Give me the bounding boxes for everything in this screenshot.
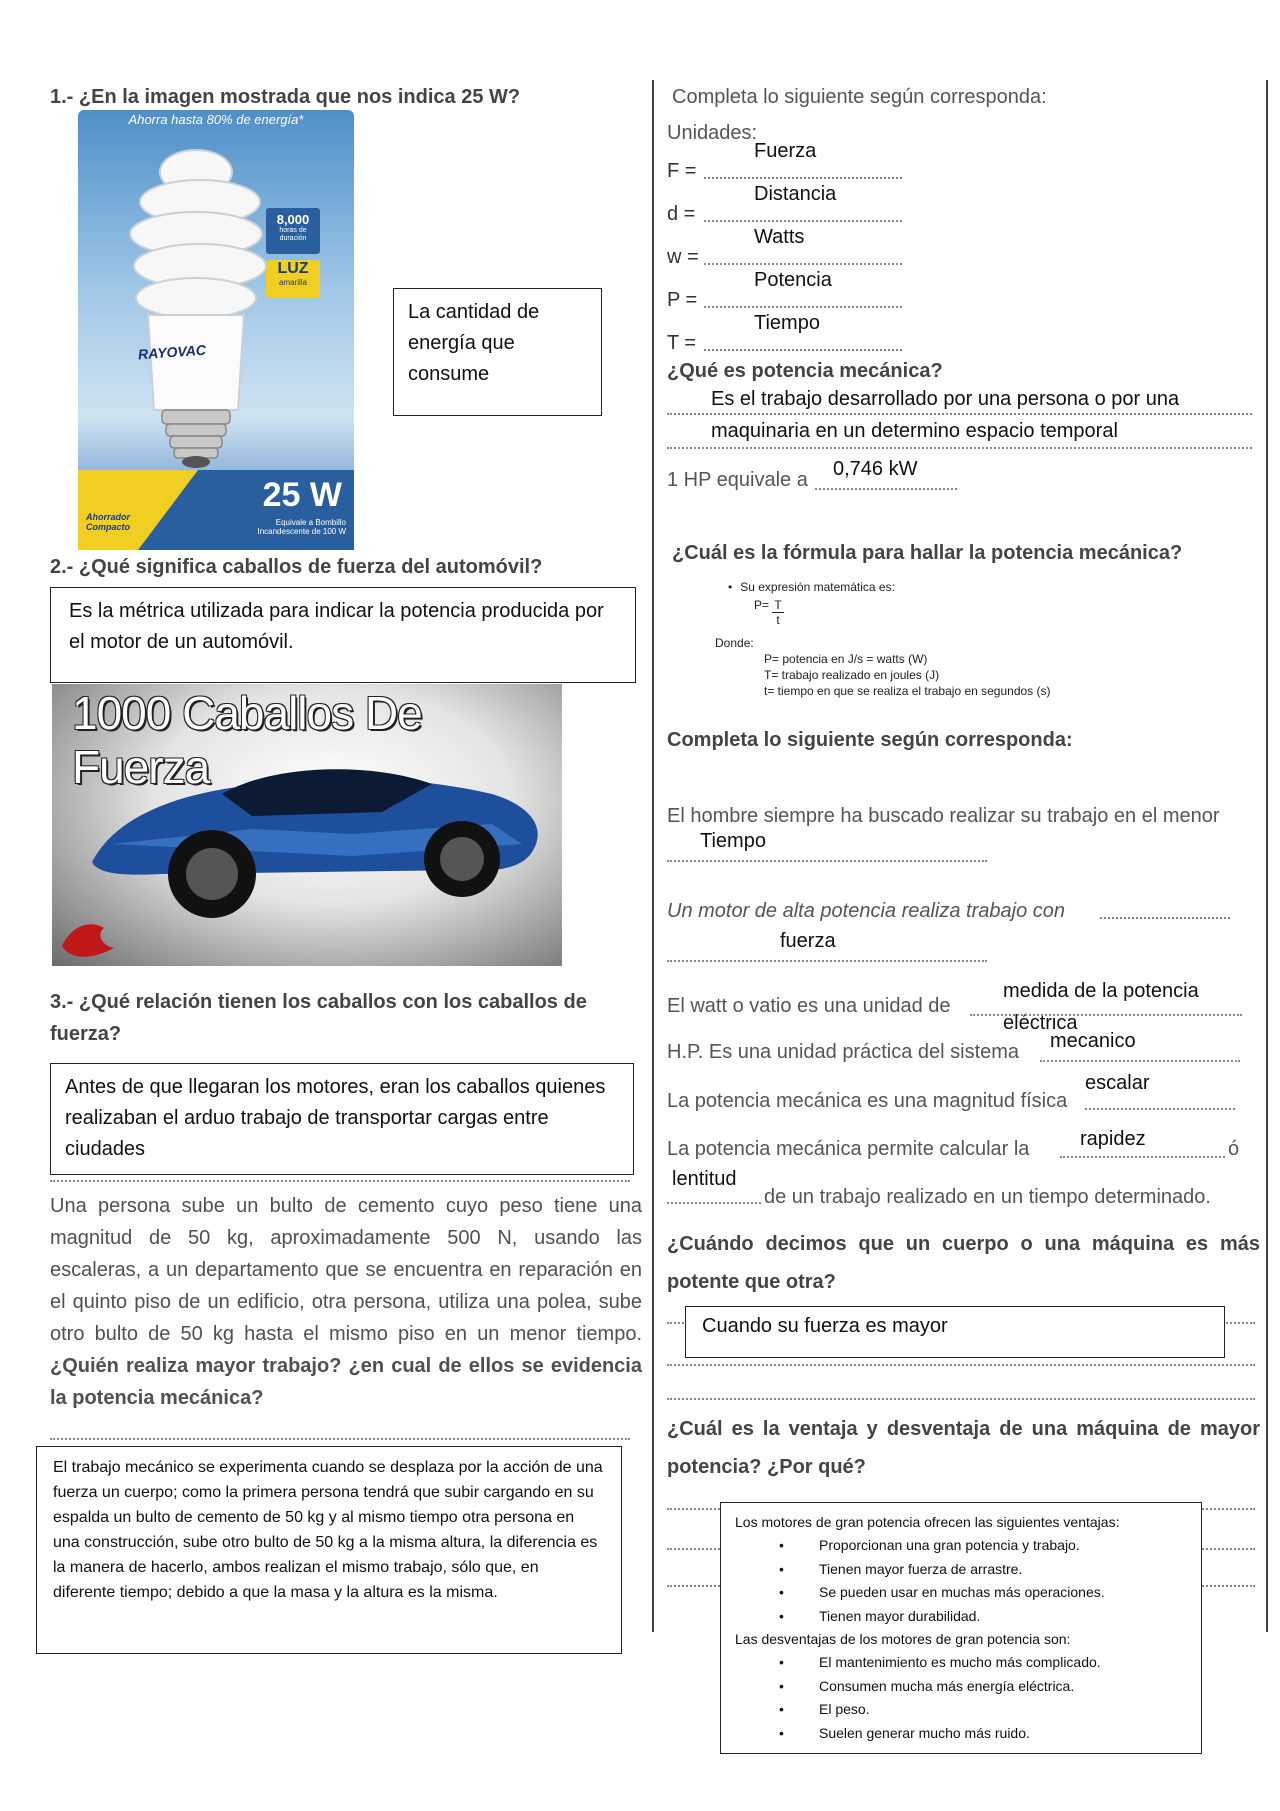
sentence-4: H.P. Es una unidad práctica del sistema bbox=[667, 1041, 1020, 1063]
unit-symbol: P = bbox=[667, 289, 698, 311]
sentence-2-dotted-a bbox=[1100, 917, 1230, 919]
sentence-5: La potencia mecánica es una magnitud física bbox=[667, 1090, 1068, 1112]
answer-3-dotted-line bbox=[50, 1180, 630, 1182]
answer-box-ventaja bbox=[720, 1502, 1202, 1754]
question-potencia: ¿Qué es potencia mecánica? bbox=[667, 360, 943, 382]
unit-answer: Tiempo bbox=[754, 312, 820, 334]
unit-symbol: d = bbox=[667, 203, 696, 225]
sentence-5-dotted bbox=[1085, 1108, 1235, 1110]
bulb-type-label: Ahorrador Compacto bbox=[86, 512, 131, 532]
answer-box-4 bbox=[36, 1446, 622, 1654]
list-item: • El mantenimiento es mucho más complicado. bbox=[819, 1651, 1187, 1675]
sentence-6-end: de un trabajo realizado en un tiempo determinado. bbox=[764, 1186, 1211, 1208]
problem-text: Una persona sube un bulto de cemento cuyo peso tiene una magnitud de 50 kg, aproximadamente 500 N, usando las escaleras, a un departamento que se encuentra en reparación en el quinto piso de un edificio, otra persona, utiliza una polea, sube otro bulto de 50 kg hasta el mismo piso en un menor tiempo. bbox=[50, 1195, 642, 1345]
formula-bullet: • Su expresión matemática es: bbox=[728, 580, 895, 594]
column-divider-left bbox=[652, 80, 654, 1632]
bulb-watt-caption: Equivale a Bombillo Incandescente de 100 W bbox=[257, 518, 346, 536]
sentence-1-dotted bbox=[667, 860, 987, 862]
sentence-1: El hombre siempre ha buscado realizar su trabajo en el menor bbox=[667, 805, 1220, 827]
bulb-hours-value: 8,000 bbox=[276, 212, 310, 227]
answer-potencia-dotted-2 bbox=[667, 447, 1252, 449]
formula-donde: Donde: bbox=[715, 636, 754, 650]
list-item: • Proporcionan una gran potencia y trabajo. bbox=[819, 1534, 1187, 1558]
answer-1-text: La cantidad de energía que consume bbox=[408, 301, 540, 385]
question-potente: ¿Cuándo decimos que un cuerpo o una máquina es más potente que otra? bbox=[667, 1233, 1260, 1293]
complete-heading-1: Completa lo siguiente según corresponda: bbox=[672, 86, 1047, 108]
sentence-6: La potencia mecánica permite calcular la bbox=[667, 1138, 1030, 1160]
unit-answer: Distancia bbox=[754, 183, 837, 205]
formula-numerator: T bbox=[774, 598, 782, 612]
answer-3-text: Antes de que llegaran los motores, eran los caballos quienes realizaban el arduo trabajo de transportar cargas entre ciudades bbox=[65, 1076, 606, 1160]
answer-potencia-line-2: maquinaria en un determino espacio temporal bbox=[711, 420, 1118, 442]
advantages-title: Los motores de gran potencia ofrecen las siguientes ventajas: bbox=[735, 1514, 1120, 1530]
sentence-2: Un motor de alta potencia realiza trabajo con bbox=[667, 900, 1066, 922]
unit-row bbox=[667, 183, 927, 226]
answer-box-3 bbox=[50, 1063, 634, 1175]
potente-dotted-2 bbox=[667, 1364, 1255, 1366]
list-item: • Suelen generar mucho más ruido. bbox=[819, 1722, 1187, 1746]
unit-answer: Fuerza bbox=[754, 140, 817, 162]
bulb-light-label: LUZ bbox=[277, 260, 309, 277]
advantages-list bbox=[735, 1534, 1187, 1628]
formula-line-2: T= trabajo realizado en joules (J) bbox=[764, 668, 940, 682]
sentence-3-dotted bbox=[970, 1014, 1242, 1016]
list-item: • Tienen mayor durabilidad. bbox=[819, 1605, 1187, 1629]
answer-potencia-line-1: Es el trabajo desarrollado por una persona o por una bbox=[711, 388, 1180, 410]
sentence-6-answer-b: lentitud bbox=[672, 1168, 737, 1190]
question-2: 2.- ¿Qué significa caballos de fuerza del automóvil? bbox=[50, 556, 543, 578]
hp-dotted-line bbox=[815, 488, 957, 490]
sentence-3-answer: medida de la potencia eléctrica bbox=[1003, 980, 1199, 1034]
answer-box-potente bbox=[685, 1306, 1225, 1358]
unit-row bbox=[667, 140, 927, 183]
unit-dotted-line bbox=[704, 263, 902, 265]
units-list bbox=[667, 140, 927, 355]
question-ventaja: ¿Cuál es la ventaja y desventaja de una máquina de mayor potencia? ¿Por qué? bbox=[667, 1418, 1260, 1478]
problem-statement bbox=[50, 1190, 642, 1414]
sentence-2-dotted-b bbox=[667, 960, 987, 962]
car-image-title: 1000 Caballos De Fuerza bbox=[72, 687, 422, 793]
car-image bbox=[52, 684, 562, 966]
formula-lhs: P= bbox=[754, 598, 770, 612]
sentence-6-answer-a: rapidez bbox=[1080, 1128, 1146, 1150]
sentence-3: El watt o vatio es una unidad de bbox=[667, 995, 951, 1017]
unit-dotted-line bbox=[704, 349, 902, 351]
formula-line-1: P= potencia en J/s = watts (W) bbox=[764, 652, 928, 666]
list-item: • Tienen mayor fuerza de arrastre. bbox=[819, 1558, 1187, 1582]
unit-answer: Watts bbox=[754, 226, 805, 248]
potente-dotted-3 bbox=[667, 1398, 1255, 1400]
formula-bullet-text: Su expresión matemática es: bbox=[740, 580, 895, 594]
sentence-4-answer: mecanico bbox=[1050, 1030, 1136, 1052]
bulb-watt-label: 25 W bbox=[262, 476, 342, 514]
unit-row bbox=[667, 312, 927, 355]
formula-line-3: t= tiempo en que se realiza el trabajo en segundos (s) bbox=[764, 684, 1051, 698]
unit-symbol: w = bbox=[667, 246, 699, 268]
unit-row bbox=[667, 226, 927, 269]
answer-2-text: Es la métrica utilizada para indicar la potencia producida por el motor de un automóvil. bbox=[69, 600, 604, 653]
answer-potente-text: Cuando su fuerza es mayor bbox=[702, 1315, 948, 1337]
sentence-4-dotted bbox=[1040, 1060, 1240, 1062]
unit-row bbox=[667, 269, 927, 312]
sentence-1-answer: Tiempo bbox=[700, 830, 766, 852]
formula-expression bbox=[754, 598, 784, 627]
problem-dotted-line bbox=[50, 1438, 630, 1440]
unit-symbol: F = bbox=[667, 160, 697, 182]
bulb-package-image bbox=[78, 110, 354, 550]
list-item: • Se pueden usar en muchas más operaciones. bbox=[819, 1581, 1187, 1605]
units-title: Unidades: bbox=[667, 122, 758, 144]
column-divider-right bbox=[1266, 80, 1268, 1632]
unit-dotted-line bbox=[704, 306, 902, 308]
sentence-5-answer: escalar bbox=[1085, 1072, 1150, 1094]
answer-potencia-dotted-1 bbox=[667, 413, 1252, 415]
answer-4-text: El trabajo mecánico se experimenta cuando se desplaza por la acción de una fuerza un cuerpo; como la primera persona tendrá que subir cargando en su espalda un bulto de cemento de 50 kg y al mismo tiempo otra persona en una construcción, sube otro bulto de 50 kg a la misma altura, la diferencia es la manera de hacerlo, ambos realizan el mismo trabajo, sólo que, en diferente tiempo; debido a que la masa y la altura es la misma. bbox=[53, 1459, 603, 1601]
problem-question: ¿Quién realiza mayor trabajo? ¿en cual de ellos se evidencia la potencia mecánica? bbox=[50, 1355, 642, 1409]
unit-answer: Potencia bbox=[754, 269, 832, 291]
question-1: 1.- ¿En la imagen mostrada que nos indica 25 W? bbox=[50, 86, 521, 108]
bulb-hours-caption: horas de duración bbox=[279, 227, 307, 242]
bulb-light-caption: amarilla bbox=[278, 278, 307, 287]
unit-symbol: T = bbox=[667, 332, 697, 354]
list-item: • El peso. bbox=[819, 1698, 1187, 1722]
bulb-brand: RAYOVAC bbox=[137, 341, 207, 363]
sentence-6-dotted-a bbox=[1060, 1156, 1225, 1158]
hp-answer: 0,746 kW bbox=[833, 458, 918, 480]
complete-heading-2: Completa lo siguiente según corresponda: bbox=[667, 729, 1073, 751]
formula-denominator: t bbox=[776, 613, 780, 627]
answer-box-2 bbox=[50, 587, 636, 683]
sentence-6-dotted-b bbox=[667, 1202, 761, 1204]
question-formula: ¿Cuál es la fórmula para hallar la potencia mecánica? bbox=[672, 542, 1183, 564]
sentence-2-answer: fuerza bbox=[780, 930, 836, 952]
car-icon bbox=[52, 684, 562, 966]
bulb-top-banner: Ahorra hasta 80% de energía* bbox=[128, 112, 304, 127]
hp-label: 1 HP equivale a bbox=[667, 469, 808, 491]
disadvantages-title: Las desventajas de los motores de gran potencia son: bbox=[735, 1631, 1071, 1647]
disadvantages-list bbox=[735, 1651, 1187, 1745]
sentence-6-or: ó bbox=[1228, 1138, 1240, 1160]
answer-box-1 bbox=[393, 288, 602, 416]
unit-dotted-line bbox=[704, 177, 902, 179]
list-item: • Consumen mucha más energía eléctrica. bbox=[819, 1675, 1187, 1699]
question-3: 3.- ¿Qué relación tienen los caballos con los caballos de fuerza? bbox=[50, 991, 587, 1045]
unit-dotted-line bbox=[704, 220, 902, 222]
